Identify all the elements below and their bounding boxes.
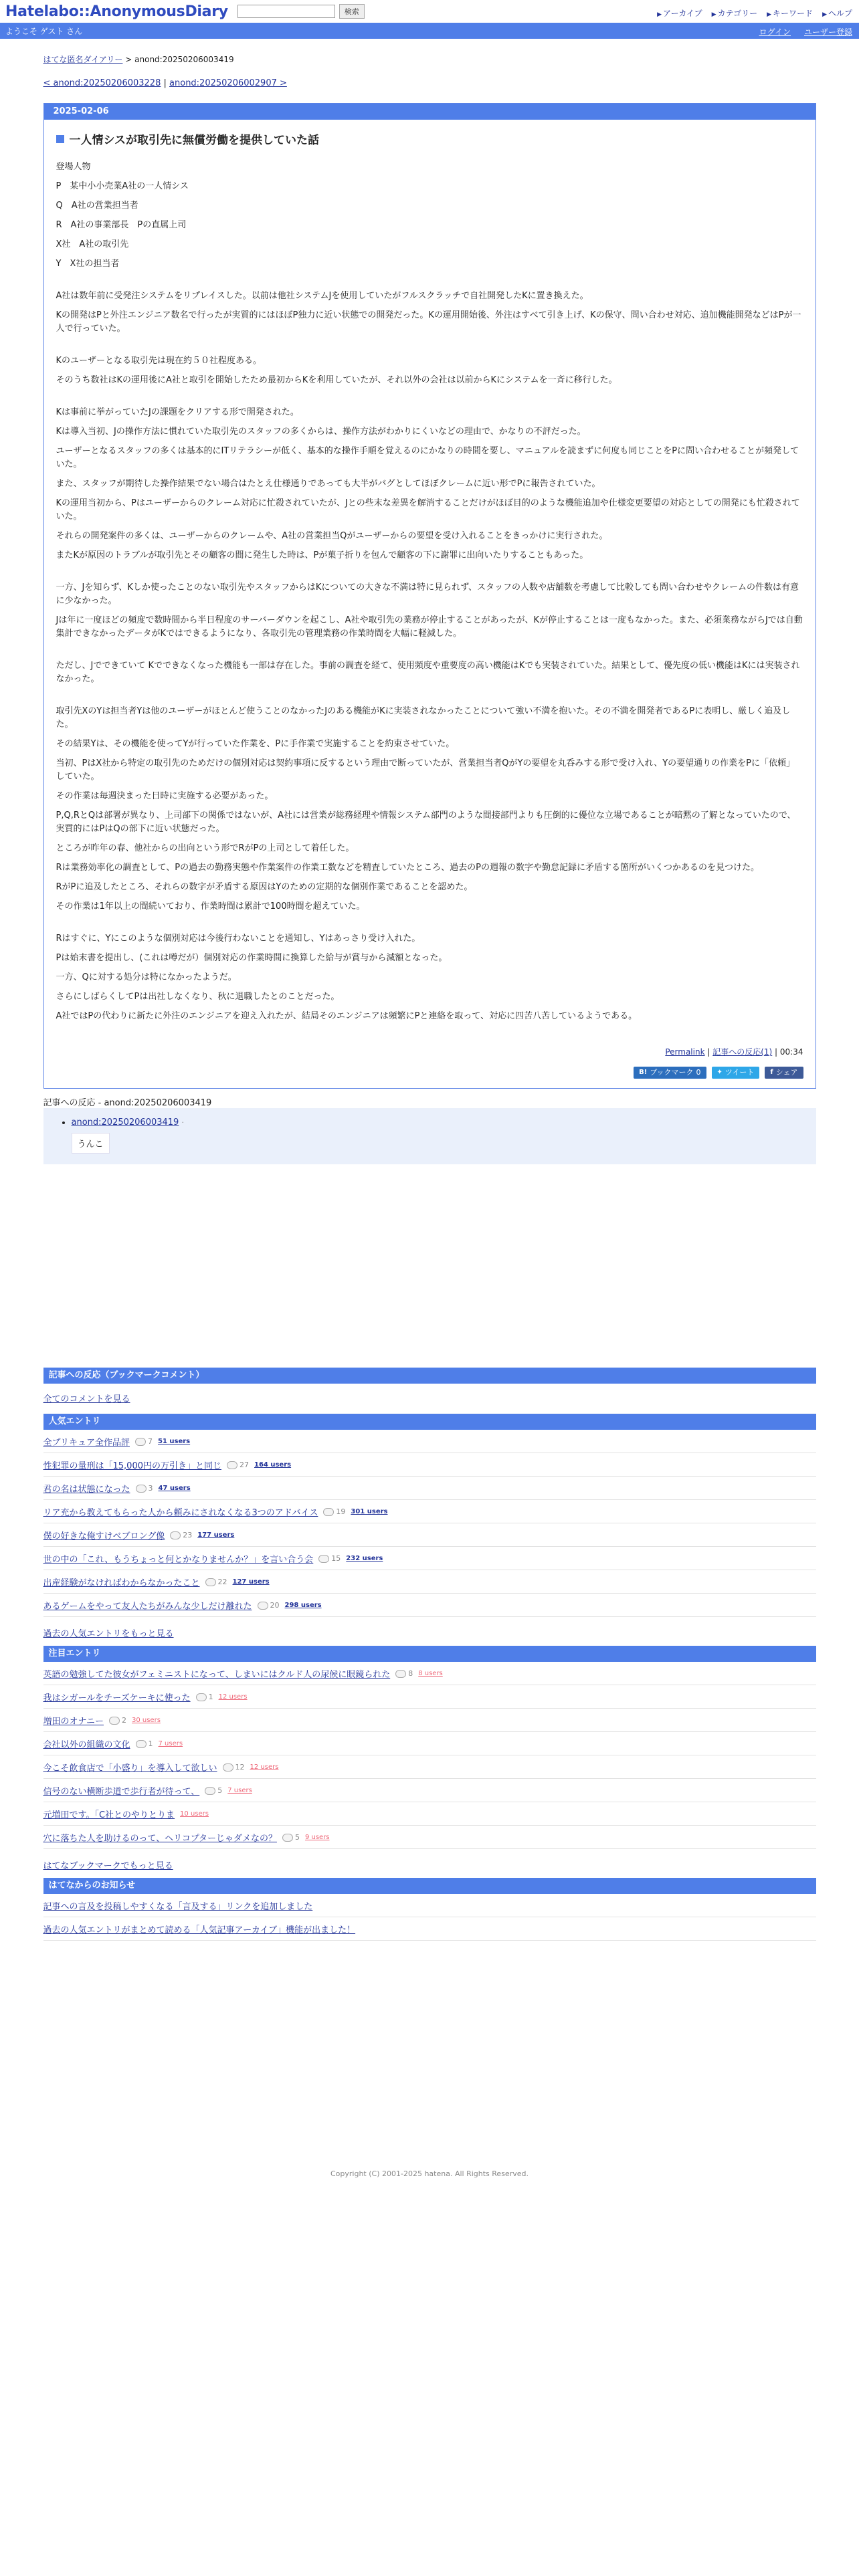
register-link[interactable]: ユーザー登録 bbox=[803, 27, 852, 37]
square-bullet-icon bbox=[56, 135, 64, 143]
entry-paragraph: また、スタッフが期待した操作結果でない場合はたとえ仕様通りであっても大半がバグとしてほぼクレームに近い形でPに報告されていた。 bbox=[56, 479, 601, 489]
comment-count-number: 2 bbox=[121, 1716, 126, 1725]
bookmark-users-count[interactable]: 7 users bbox=[158, 1740, 183, 1747]
comment-count-number: 5 bbox=[217, 1786, 223, 1795]
triangle-icon: ▶ bbox=[711, 11, 717, 18]
comment-count-number: 12 bbox=[235, 1763, 245, 1772]
user-bar bbox=[0, 23, 859, 39]
popular-entry-row bbox=[43, 1500, 816, 1523]
search-button[interactable]: 検索 bbox=[339, 4, 365, 19]
popular-entry-link[interactable]: あるゲームをやって友人たちがみんな少しだけ離れた bbox=[43, 1602, 252, 1612]
reaction-link[interactable]: anond:20250206003419 bbox=[71, 1117, 179, 1128]
triangle-icon: ▶ bbox=[767, 11, 772, 18]
comment-count bbox=[323, 1507, 345, 1516]
comment-count-number: 19 bbox=[336, 1507, 346, 1516]
bookmark-users-count[interactable]: 298 users bbox=[284, 1602, 322, 1609]
welcome-text: ようこそ ゲスト さん bbox=[5, 26, 83, 36]
entry-paragraph: RがPに追及したところ、それらの数字が矛盾する原因はYのための定期的な個別作業であることを認めた。 bbox=[56, 882, 473, 892]
comment-bubble-icon bbox=[196, 1693, 207, 1701]
twitter-bird-icon: ✦ bbox=[717, 1069, 723, 1076]
prev-entry-link[interactable]: < anond:20250206003228 bbox=[43, 78, 161, 88]
hatena-bookmark-count: 0 bbox=[696, 1068, 701, 1077]
bookmark-users-count[interactable]: 30 users bbox=[131, 1717, 161, 1724]
entry-paragraph: 一方、Qに対する処分は特になかったようだ。 bbox=[56, 972, 237, 982]
comment-bubble-icon bbox=[205, 1578, 216, 1586]
comment-count-number: 1 bbox=[208, 1693, 213, 1701]
facebook-f-icon: f bbox=[770, 1069, 773, 1076]
top-link-keyword[interactable]: ▶ キーワード bbox=[767, 9, 814, 18]
pager-separator: | bbox=[163, 78, 167, 88]
entry-paragraph: そのうち数社はKの運用後にA社と取引を開始したため最初からKを利用していたが、それ以外の会社は以前からKにシステムを一斉に移行した。 bbox=[56, 375, 617, 385]
notable-entry-link[interactable]: 増田のオナニー bbox=[43, 1717, 104, 1727]
reaction-bullet: · bbox=[181, 1118, 184, 1127]
search-input[interactable] bbox=[237, 5, 335, 18]
comment-count-number: 15 bbox=[331, 1554, 341, 1563]
news-link[interactable]: 記事への言及を投稿しやすくなる「言及する」リンクを追加しました bbox=[43, 1902, 313, 1912]
bookmark-users-count[interactable]: 10 users bbox=[180, 1810, 209, 1818]
popular-entry-row bbox=[43, 1594, 816, 1617]
entry-footer bbox=[56, 1046, 803, 1057]
entry-title bbox=[56, 130, 803, 147]
notable-entry-link[interactable]: 元増田です。「C社とのやりとりま bbox=[43, 1810, 175, 1820]
comment-count bbox=[109, 1716, 126, 1725]
entry-paragraph: その作業は1年以上の間続いており、作業時間は累計で100時間を超えていた。 bbox=[56, 901, 365, 911]
bookmark-users-count[interactable]: 164 users bbox=[254, 1461, 292, 1469]
news-row bbox=[43, 1894, 816, 1917]
entry-paragraph: Y X社の担当者 bbox=[56, 259, 120, 269]
comment-count bbox=[136, 1739, 153, 1748]
entry-time: 00:34 bbox=[779, 1047, 803, 1057]
notable-entry-row bbox=[43, 1802, 816, 1826]
breadcrumb-separator: > bbox=[125, 55, 132, 64]
entry bbox=[43, 103, 816, 1089]
comment-bubble-icon bbox=[135, 1438, 146, 1446]
comment-count bbox=[205, 1786, 222, 1795]
popular-entry-link[interactable]: 全プリキュア全作品評 bbox=[43, 1438, 130, 1448]
notable-entry-link[interactable]: 穴に落ちた人を助けるのって、ヘリコプターじゃダメなの？ bbox=[43, 1834, 277, 1844]
share-buttons bbox=[56, 1067, 803, 1079]
entry-paragraph: さらにしばらくしてPは出社しなくなり、秋に退職したとのことだった。 bbox=[56, 992, 340, 1002]
entry-paragraph: Pは始末書を提出し、(これは噂だが）個別対応の作業時間に換算した給与が賞与から減額となった。 bbox=[56, 953, 448, 963]
bookmark-users-count[interactable]: 9 users bbox=[304, 1834, 330, 1841]
reactions-box bbox=[43, 1108, 816, 1164]
tweet-button[interactable] bbox=[712, 1067, 760, 1079]
popular-heading: 人気エントリ bbox=[43, 1414, 816, 1430]
popular-entry-row bbox=[43, 1547, 816, 1570]
entry-paragraph: 取引先XのYは担当者Yは他のユーザーがほとんど使うことのなかったJのある機能がKに実装されなかったことについて強い不満を抱いた。その不満を開発者であるPに表明し、厳しく追及した。 bbox=[56, 706, 791, 730]
entry-date: 2025-02-06 bbox=[44, 104, 816, 120]
entry-paragraph: Rは業務効率化の調査として、Pの過去の勤務実態や作業案件の作業工数などを精査していたところ、過去のPの週報の数字や勤怠記録に矛盾する箇所がいくつかあるのを見つけた。 bbox=[56, 863, 759, 873]
foot-separator: | bbox=[707, 1047, 713, 1057]
notable-list bbox=[43, 1662, 816, 1849]
notable-entry-link[interactable]: 英語の勉強してた彼女がフェミニストになって、しまいにはクルド人の尿候に眼鏡られた bbox=[43, 1670, 391, 1680]
popular-entry-link[interactable]: 世の中の「これ、もうちょっと何とかなりませんか？」を言い合う会 bbox=[43, 1555, 314, 1565]
entry-paragraph: ユーザーとなるスタッフの多くは基本的にITリテラシーが低く、基本的な操作手順を覚えるのにかなりの時間を要し、マニュアルを読まずに何度も同じことをPに問い合わせることが頻発していた。 bbox=[56, 446, 799, 469]
comment-count-number: 3 bbox=[148, 1484, 153, 1493]
entry-paragraph: A社は数年前に受発注システムをリプレイスした。以前は他社システムJを使用していたがフルスクラッチで自社開発したKに置き換えた。 bbox=[56, 291, 589, 301]
comment-bubble-icon bbox=[318, 1555, 329, 1563]
main-column bbox=[43, 39, 816, 2178]
entry-paragraph: Kの運用当初から、Pはユーザーからのクレーム対応に忙殺されていたが、Jとの些末な差異を解消することだけがほぼ目的のような機能追加や仕様変更要望の対応としての開発にも忙殺されていた。 bbox=[56, 498, 800, 522]
comment-count bbox=[395, 1669, 413, 1678]
entry-paragraph: Kのユーザーとなる取引先は現在約５０社程度ある。 bbox=[56, 356, 262, 366]
site-logo[interactable]: Hatelabo::AnonymousDiary bbox=[5, 3, 228, 20]
notable-entry-row bbox=[43, 1662, 816, 1685]
news-row bbox=[43, 1917, 816, 1941]
comment-count bbox=[135, 1437, 153, 1446]
entry-paragraph: R A社の事業部長 Pの直属上司 bbox=[56, 220, 187, 230]
notable-entry-link[interactable]: 信号のない横断歩道で歩行者が待って、 bbox=[43, 1787, 200, 1797]
entry-paragraph: 登場人物 bbox=[56, 162, 91, 172]
news-heading: はてなからのお知らせ bbox=[43, 1878, 816, 1894]
comment-count-number: 23 bbox=[183, 1531, 193, 1539]
comment-count-number: 1 bbox=[148, 1739, 153, 1748]
comment-bubble-icon bbox=[136, 1740, 147, 1748]
refs-link[interactable]: 記事への反応(1) bbox=[712, 1047, 773, 1057]
entry-paragraph: Kは事前に挙がっていたJの課題をクリアする形で開発された。 bbox=[56, 407, 299, 417]
login-link[interactable]: ログイン bbox=[759, 27, 791, 37]
reactions-list bbox=[43, 1117, 816, 1154]
notable-entry-row bbox=[43, 1779, 816, 1802]
notable-more-link[interactable]: はてなブックマークでもっと見る bbox=[43, 1861, 173, 1871]
comment-count-number: 20 bbox=[270, 1601, 280, 1610]
comment-bubble-icon bbox=[205, 1787, 215, 1795]
entry-paragraph: ところが昨年の春、他社からの出向という形でRがPの上司として着任した。 bbox=[56, 843, 355, 853]
bookmark-users-count[interactable]: 7 users bbox=[227, 1787, 252, 1794]
top-link-category[interactable]: ▶ カテゴリー bbox=[711, 9, 758, 18]
entry-paragraph: X社 A社の取引先 bbox=[56, 239, 129, 249]
popular-more bbox=[43, 1626, 816, 1639]
popular-entry-row bbox=[43, 1570, 816, 1594]
entry-body bbox=[44, 120, 816, 1088]
facebook-share-button[interactable] bbox=[765, 1067, 803, 1079]
entry-paragraph: Jは年に一度ほどの頻度で数時間から半日程度のサーバーダウンを起こし、A社や取引先の業務が停止することがあったが、Kが停止することは一度もなかった。また、必須業務ながらJでは自動集計できなかったデータがKではできるようになり、各取引先の管理業務の作業時間を大幅に軽減した。 bbox=[56, 615, 803, 639]
triangle-icon: ▶ bbox=[822, 11, 827, 18]
notable-entry-row bbox=[43, 1732, 816, 1755]
comment-count-number: 8 bbox=[408, 1669, 413, 1678]
bookmark-users-count[interactable]: 12 users bbox=[250, 1763, 279, 1771]
popular-entry-row bbox=[43, 1453, 816, 1477]
comment-count-number: 22 bbox=[217, 1578, 227, 1586]
popular-entry-link[interactable]: 出産経験がなければわからなかったこと bbox=[43, 1578, 200, 1588]
comment-count bbox=[170, 1531, 192, 1539]
bookmark-users-count[interactable]: 177 users bbox=[197, 1531, 235, 1539]
copyright: Copyright (C) 2001-2025 hatena. All Rights Reserved. bbox=[330, 2169, 529, 2178]
popular-entry-row bbox=[43, 1477, 816, 1500]
comment-bubble-icon bbox=[109, 1717, 120, 1725]
bookmark-users-count[interactable]: 301 users bbox=[351, 1508, 388, 1515]
entry-paragraph: Q A社の営業担当者 bbox=[56, 201, 138, 211]
news-link[interactable]: 過去の人気エントリがまとめて読める「人気記事アーカイブ」機能が出ました！ bbox=[43, 1925, 356, 1935]
notable-heading: 注目エントリ bbox=[43, 1646, 816, 1662]
comment-bubble-icon bbox=[323, 1508, 334, 1516]
comment-count bbox=[223, 1763, 245, 1772]
notable-entry-link[interactable]: 我はシガールをチーズケーキに使った bbox=[43, 1693, 191, 1703]
comment-bubble-icon bbox=[282, 1834, 293, 1842]
triangle-icon: ▶ bbox=[657, 11, 662, 18]
entry-title-text: 一人情シスが取引先に無償労働を提供していた話 bbox=[69, 134, 319, 147]
news-list bbox=[43, 1894, 816, 1941]
foot-separator: | bbox=[775, 1047, 780, 1057]
hatena-bookmark-button[interactable] bbox=[634, 1067, 706, 1079]
entry-paragraphs bbox=[56, 160, 803, 1023]
entry-paragraph: ただし、Jでできていて Kでできなくなった機能も一部は存在した。事前の調査を経て、使用頻度や重要度の高い機能はKでも実装されていた。結果として、優先度の低い機能はKには実装されなかった。 bbox=[56, 661, 800, 684]
comment-count bbox=[318, 1554, 341, 1563]
comment-count bbox=[258, 1601, 280, 1610]
entry-paragraph: Rはすぐに、Yにこのような個別対応は今後行わないことを通知し、Yはあっさり受け入れた。 bbox=[56, 934, 421, 944]
entry-pager bbox=[43, 78, 816, 88]
comment-count bbox=[227, 1461, 249, 1469]
bookmark-comments-heading: 記事への反応（ブックマークコメント） bbox=[43, 1368, 816, 1384]
top-header bbox=[0, 0, 859, 23]
ad-space bbox=[43, 1164, 816, 1365]
comment-count bbox=[196, 1693, 213, 1701]
notable-more bbox=[43, 1858, 816, 1871]
entry-paragraph: Kは導入当初、Jの操作方法に慣れていた取引先のスタッフの多くからは、操作方法がわかりにくいなどの理由で、かなりの不評だった。 bbox=[56, 427, 586, 437]
comment-count-number: 5 bbox=[294, 1833, 300, 1842]
comment-count-number: 27 bbox=[240, 1461, 249, 1469]
bookmark-users-count[interactable]: 51 users bbox=[157, 1438, 191, 1445]
notable-entry-link[interactable]: 会社以外の組織の文化 bbox=[43, 1740, 130, 1750]
hatena-bookmark-label: ブックマーク bbox=[650, 1068, 694, 1077]
tweet-label: ツイート bbox=[725, 1068, 755, 1077]
popular-entry-row bbox=[43, 1523, 816, 1547]
comment-count bbox=[205, 1578, 227, 1586]
entry-paragraph: その作業は毎週決まった日時に実施する必要があった。 bbox=[56, 791, 274, 801]
hatena-b-icon: B! bbox=[639, 1069, 648, 1076]
popular-more-link[interactable]: 過去の人気エントリをもっと見る bbox=[43, 1629, 174, 1639]
comment-count bbox=[136, 1484, 153, 1493]
bookmark-users-count[interactable]: 232 users bbox=[346, 1555, 383, 1562]
notable-entry-link[interactable]: 今こそ飲食店で「小盛り」を導入して欲しい bbox=[43, 1763, 217, 1774]
popular-entry-link[interactable]: 君の名は状態になった bbox=[43, 1485, 130, 1495]
all-comments-link[interactable]: 全てのコメントを見る bbox=[43, 1394, 130, 1404]
comment-bubble-icon bbox=[227, 1461, 237, 1469]
permalink[interactable]: Permalink bbox=[665, 1047, 705, 1057]
entry-paragraph: 一方、Jを知らず、Kしか使ったことのない取引先やスタッフからはKについての大きな不満は特に見られず、スタッフの人数や店舗数を考慮して比較しても問い合わせやクレームの件数は有意に少なかった。 bbox=[56, 582, 799, 606]
comment-bubble-icon bbox=[170, 1531, 181, 1539]
popular-entry-link[interactable]: リア充から教えてもらった人から頼みにされなくなる3つのアドバイス bbox=[43, 1508, 318, 1518]
notable-entry-row bbox=[43, 1709, 816, 1732]
popular-list bbox=[43, 1430, 816, 1617]
bookmark-users-count[interactable]: 12 users bbox=[218, 1693, 248, 1701]
top-link-help[interactable]: ▶ ヘルプ bbox=[822, 9, 852, 18]
popular-entry-link[interactable]: 僕の好きな俺すけベブロング像 bbox=[43, 1531, 165, 1541]
entry-paragraph: その結果Yは、その機能を使ってYが行っていた作業を、Pに手作業で実施することを約束させていた。 bbox=[56, 739, 455, 749]
all-comments bbox=[43, 1392, 816, 1404]
entry-paragraph: P,Q,RとQは部署が異なり、上司部下の関係ではないが、A社には営業が総務経理や情報システム部門のような間接部門よりも圧倒的に優位な立場であることが暗黙の了解となっていたので、実質的にはPはQの部下に近い状態だった。 bbox=[56, 811, 796, 834]
breadcrumb bbox=[43, 53, 816, 65]
popular-entry-link[interactable]: 性犯罪の量刑は「15,000円の万引き」と同じ bbox=[43, 1461, 221, 1471]
bookmark-users-count[interactable]: 127 users bbox=[232, 1578, 270, 1586]
entry-paragraph: それらの開発案件の多くは、ユーザーからのクレームや、A社の営業担当Qがユーザーからの要望を受け入れることをきっかけに実行された。 bbox=[56, 531, 608, 541]
top-link-archive[interactable]: ▶ アーカイブ bbox=[657, 9, 702, 18]
reactions-title: 記事への反応 - anond:20250206003419 bbox=[43, 1098, 212, 1108]
entry-paragraph: A社ではPの代わりに新たに外注のエンジニアを迎え入れたが、結局そのエンジニアは頻繁にPと連絡を取って、対応に四苦八苦しているようである。 bbox=[56, 1011, 638, 1021]
comment-bubble-icon bbox=[395, 1670, 406, 1678]
bookmark-users-count[interactable]: 8 users bbox=[418, 1670, 443, 1677]
entry-paragraph: Kの開発はPと外注エンジニア数名で行ったが実質的にはほぼP独力に近い状態での開発だった。Kの運用開始後、外注はすべて引き上げ、Kの保守、問い合わせ対応、追加機能開発などはPが一人で行っていた。 bbox=[56, 310, 801, 334]
bookmark-users-count[interactable]: 47 users bbox=[158, 1485, 191, 1492]
comment-count-number: 7 bbox=[147, 1437, 153, 1446]
notable-entry-row bbox=[43, 1685, 816, 1709]
comment-bubble-icon bbox=[223, 1763, 233, 1772]
notable-entry-row bbox=[43, 1826, 816, 1849]
reaction-item bbox=[72, 1117, 816, 1154]
notable-entry-row bbox=[43, 1755, 816, 1779]
entry-paragraph: P 某中小小売業A社の一人情シス bbox=[56, 181, 189, 191]
entry-paragraph: またKが原因のトラブルが取引先とその顧客の間に発生した時は、Pが菓子折りを包んで顧客の下に謝罪に出向いたりすることもあった。 bbox=[56, 550, 589, 560]
breadcrumb-root[interactable]: はてな匿名ダイアリー bbox=[43, 55, 123, 64]
reaction-comment: うんこ bbox=[72, 1133, 110, 1154]
entry-paragraph: 当初、PはX社から特定の取引先のためだけの個別対応は契約事項に反するという理由で断っていたが、営業担当者QがYの要望を丸呑みする形で受け入れ、Yの要望通りの作業をPに「依頼」していた。 bbox=[56, 758, 795, 782]
comment-bubble-icon bbox=[258, 1602, 268, 1610]
comment-count bbox=[282, 1833, 300, 1842]
popular-entry-row bbox=[43, 1430, 816, 1453]
facebook-share-label: シェア bbox=[775, 1068, 798, 1077]
comment-bubble-icon bbox=[136, 1485, 147, 1493]
breadcrumb-current: anond:20250206003419 bbox=[134, 55, 234, 64]
top-links bbox=[657, 7, 852, 19]
next-entry-link[interactable]: anond:20250206002907 > bbox=[169, 78, 287, 88]
